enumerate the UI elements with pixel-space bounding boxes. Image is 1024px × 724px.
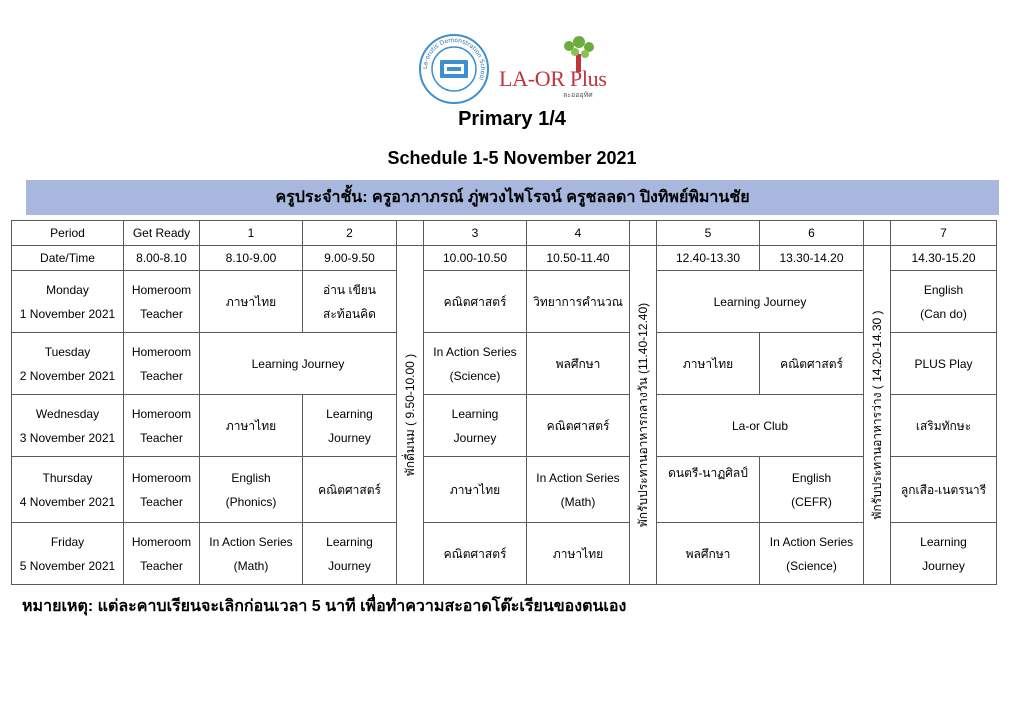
- class-line1: Learning: [326, 534, 373, 549]
- header-cell: 5: [657, 221, 760, 246]
- day-row-tuesday: [12, 333, 997, 395]
- class-cell: [891, 271, 997, 333]
- homeroom-cell: [124, 457, 200, 523]
- class-cell: ภาษาไทย: [200, 271, 303, 333]
- homeroom-cell: [124, 271, 200, 333]
- day-cell: [12, 333, 124, 395]
- class-line2: (Science): [786, 558, 837, 573]
- day-name: Monday: [46, 282, 89, 297]
- class-line1: In Action Series: [209, 534, 293, 549]
- day-name: Wednesday: [35, 406, 100, 421]
- header-break-cell: [864, 221, 891, 246]
- class-cell: ภาษาไทย: [527, 523, 630, 585]
- header-cell: 2: [303, 221, 397, 246]
- header-cell: 1: [200, 221, 303, 246]
- class-cell: พลศึกษา: [527, 333, 630, 395]
- class-cell: [303, 523, 397, 585]
- time-cell: 9.00-9.50: [303, 246, 397, 271]
- header-break-cell: [397, 221, 424, 246]
- day-name: Thursday: [42, 470, 93, 485]
- time-cell: 10.50-11.40: [527, 246, 630, 271]
- time-cell: Date/Time: [12, 246, 124, 271]
- footnote: หมายเหตุ: แต่ละคาบเรียนจะเลิกก่อนเวลา 5 นาที เพื่อทำความสะอาดโต๊ะเรียนของตนเอง: [22, 598, 627, 615]
- time-cell: 13.30-14.20: [760, 246, 864, 271]
- header-cell: Period: [12, 221, 124, 246]
- day-cell: [12, 457, 124, 523]
- day-date: 1 November 2021: [19, 306, 116, 321]
- class-line2: (Math): [233, 558, 269, 573]
- day-cell: [12, 271, 124, 333]
- header-break-cell: [630, 221, 657, 246]
- class-cell: [424, 333, 527, 395]
- brand-name: LA-OR Plus: [499, 66, 607, 91]
- homeroom-line1: Homeroom: [131, 406, 192, 421]
- header-cell: 7: [891, 221, 997, 246]
- class-cell: [891, 523, 997, 585]
- class-cell: คณิตศาสตร์: [424, 271, 527, 333]
- class-line2: Journey: [328, 558, 371, 573]
- lunch-break-label: พักรับประทานอาหารกลางวัน (11.40-12.40): [636, 302, 650, 528]
- day-row-wednesday: [12, 395, 997, 457]
- day-date: 4 November 2021: [19, 494, 116, 509]
- homeroom-line1: Homeroom: [131, 534, 192, 549]
- lunch-break-cell: [630, 246, 657, 585]
- class-cell: คณิตศาสตร์: [424, 523, 527, 585]
- class-cell: วิทยาการคำนวณ: [527, 271, 630, 333]
- time-cell: 8.10-9.00: [200, 246, 303, 271]
- class-cell: ภาษาไทย: [424, 457, 527, 523]
- class-line1: In Action Series: [433, 344, 517, 359]
- class-line2: (CEFR): [791, 494, 832, 509]
- class-line1: English: [791, 470, 832, 485]
- class-cell: คณิตศาสตร์: [303, 457, 397, 523]
- homeroom-line1: Homeroom: [131, 470, 192, 485]
- class-cell: [527, 457, 630, 523]
- homeroom-line1: Homeroom: [131, 282, 192, 297]
- class-line1: อ่าน เขียน: [322, 282, 377, 297]
- class-cell: ดนตรี-นาฏศิลป์: [657, 457, 760, 523]
- day-row-monday: [12, 271, 997, 333]
- class-line2: Journey: [922, 558, 965, 573]
- homeroom-teachers-bar: [26, 180, 999, 215]
- homeroom-cell: [124, 523, 200, 585]
- homeroom-line2: Teacher: [140, 368, 183, 383]
- class-cell: เสริมทักษะ: [891, 395, 997, 457]
- class-line1: Learning: [451, 406, 499, 421]
- class-line2: สะท้อนคิด: [323, 306, 376, 321]
- header-cell: 3: [424, 221, 527, 246]
- day-name: Tuesday: [44, 344, 91, 359]
- class-line2: (Science): [449, 368, 501, 383]
- class-line2: Journey: [328, 430, 371, 445]
- class-cell: La-or Club: [657, 395, 864, 457]
- class-cell: พลศึกษา: [657, 523, 760, 585]
- class-line2: Journey: [453, 430, 497, 445]
- class-cell: [760, 523, 864, 585]
- class-cell: คณิตศาสตร์: [760, 333, 864, 395]
- day-date: 2 November 2021: [19, 368, 116, 383]
- homeroom-line2: Teacher: [140, 494, 183, 509]
- schedule-table: [11, 220, 997, 585]
- class-cell: [200, 457, 303, 523]
- class-cell: [303, 395, 397, 457]
- header-row: [12, 221, 997, 246]
- homeroom-cell: [124, 395, 200, 457]
- time-row: [12, 246, 997, 271]
- class-cell: [424, 395, 527, 457]
- day-row-thursday: [12, 457, 997, 523]
- class-line2: (Math): [560, 494, 596, 509]
- time-cell: 14.30-15.20: [891, 246, 997, 271]
- class-line1: Learning: [326, 406, 373, 421]
- class-line2: (Can do): [920, 306, 967, 321]
- class-cell: ภาษาไทย: [657, 333, 760, 395]
- day-cell: [12, 395, 124, 457]
- time-cell: 10.00-10.50: [424, 246, 527, 271]
- class-cell: Learning Journey: [200, 333, 397, 395]
- la-or-plus-logo: [497, 36, 627, 102]
- class-line1: In Action Series: [536, 470, 620, 485]
- class-cell: [200, 523, 303, 585]
- class-cell: [303, 271, 397, 333]
- time-cell: 12.40-13.30: [657, 246, 760, 271]
- class-cell: คณิตศาสตร์: [527, 395, 630, 457]
- header-cell: Get Ready: [124, 221, 200, 246]
- class-cell: [760, 457, 864, 523]
- svg-text:La-orutis Demonstration School: La-orutis Demonstration School: [421, 36, 487, 82]
- class-line1: Learning: [920, 534, 967, 549]
- class-cell: ภาษาไทย: [200, 395, 303, 457]
- day-name: Friday: [50, 534, 85, 549]
- homeroom-cell: [124, 333, 200, 395]
- morning-break-cell: [397, 246, 424, 585]
- school-seal-logo: [419, 34, 489, 104]
- day-row-friday: [12, 523, 997, 585]
- homeroom-line2: Teacher: [140, 558, 183, 573]
- schedule-subtitle: Schedule 1-5 November 2021: [387, 148, 637, 168]
- class-line1: In Action Series: [769, 534, 854, 549]
- teachers-text: ครูประจำชั้น: ครูอาภาภรณ์ ภู่พวงไพโรจน์ ครูชลลดา ปิงทิพย์พิมานชัย: [275, 189, 750, 206]
- page-title: Primary 1/4: [458, 108, 566, 130]
- time-cell: 8.00-8.10: [124, 246, 200, 271]
- class-line1: English: [923, 282, 964, 297]
- header-cell: 4: [527, 221, 630, 246]
- logo-area: [0, 34, 1024, 104]
- header-cell: 6: [760, 221, 864, 246]
- class-cell: Learning Journey: [657, 271, 864, 333]
- afternoon-break-cell: [864, 246, 891, 585]
- class-cell: PLUS Play: [891, 333, 997, 395]
- homeroom-line2: Teacher: [140, 306, 183, 321]
- afternoon-break-label: พักรับประทานอาหารว่าง ( 14.20-14.30 ): [870, 310, 884, 520]
- homeroom-line1: Homeroom: [131, 344, 192, 359]
- brand-sub: ละอออุทิศ: [563, 92, 593, 99]
- homeroom-line2: Teacher: [140, 430, 183, 445]
- day-cell: [12, 523, 124, 585]
- day-date: 5 November 2021: [19, 558, 116, 573]
- morning-break-label: พักดื่มนม ( 9.50-10.00 ): [403, 353, 417, 477]
- class-cell: ลูกเสือ-เนตรนารี: [891, 457, 997, 523]
- class-line1: English: [231, 470, 271, 485]
- class-line2: (Phonics): [225, 494, 277, 509]
- day-date: 3 November 2021: [19, 430, 116, 445]
